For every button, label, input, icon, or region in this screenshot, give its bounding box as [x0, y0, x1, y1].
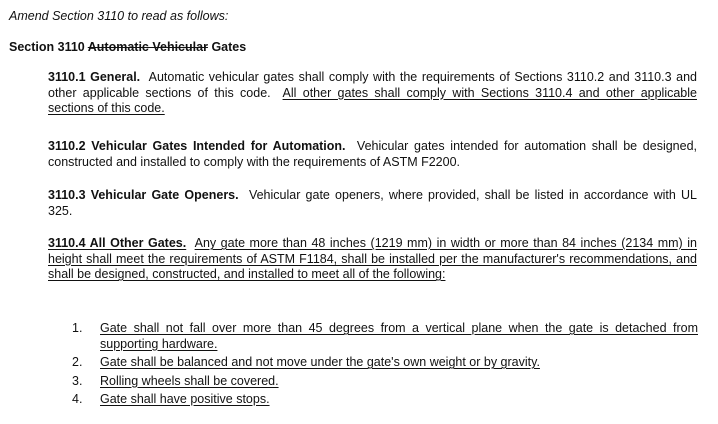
section-3110-2-text: Vehicular gates intended for automation shall be designed, constructed and installed to comply with the requirements of ASTM F2200.	[48, 139, 697, 169]
section-3110-2-number: 3110.2 Vehicular Gates Intended for Automation.	[48, 139, 346, 153]
section-3110-1-text: Automatic vehicular gates shall comply with the requirements of Sections 3110.2 and 3110.3 and other applicable sections of this code.	[48, 70, 697, 100]
section-3110-4-added-text: Any gate more than 48 inches (1219 mm) in width or more than 84 inches (2134 mm) in height shall meet the requirements of ASTM F1184, shall be installed per the manufacturer's recommendations, and shall be designed, constructed, and installed to meet all of the following:	[48, 236, 697, 281]
section-heading-suffix: Gates	[211, 40, 247, 54]
section-3110-3-text: Vehicular gate openers, where provided, shall be listed in accordance with UL 325.	[48, 188, 697, 218]
section-3110-3-number: 3110.3 Vehicular Gate Openers.	[48, 188, 239, 202]
section-heading	[9, 40, 246, 56]
list-item-number: 1.	[72, 321, 83, 335]
section-3110-4-number: 3110.4 All Other Gates.	[48, 236, 187, 250]
section-heading-prefix: Section 3110	[9, 40, 85, 54]
requirements-list	[72, 321, 698, 411]
list-item-text: Gate shall be balanced and not move under the gate's own weight or by gravity.	[100, 355, 540, 369]
list-item-text: Gate shall not fall over more than 45 degrees from a vertical plane when the gate is detached from supporting hardware.	[100, 321, 698, 351]
list-item-text: Rolling wheels shall be covered.	[100, 373, 279, 388]
section-3110-4	[48, 236, 697, 283]
section-3110-2	[48, 139, 697, 170]
section-3110-3	[48, 188, 697, 219]
section-3110-1	[48, 70, 697, 117]
amendment-intro: Amend Section 3110 to read as follows:	[9, 9, 229, 23]
list-item	[72, 374, 698, 390]
list-item-number: 2.	[72, 355, 83, 369]
list-item	[72, 321, 698, 352]
section-3110-1-added-text: All other gates shall comply with Sections 3110.4 and other applicable sections of this code.	[48, 85, 697, 115]
section-3110-1-number: 3110.1 General.	[48, 70, 141, 84]
list-item	[72, 355, 698, 371]
list-item-text: Gate shall have positive stops.	[100, 392, 270, 406]
list-item-number: 3.	[72, 373, 83, 388]
list-item	[72, 392, 698, 408]
list-item-number: 4.	[72, 392, 83, 406]
section-heading-struck-text: Automatic Vehicular	[87, 40, 208, 54]
